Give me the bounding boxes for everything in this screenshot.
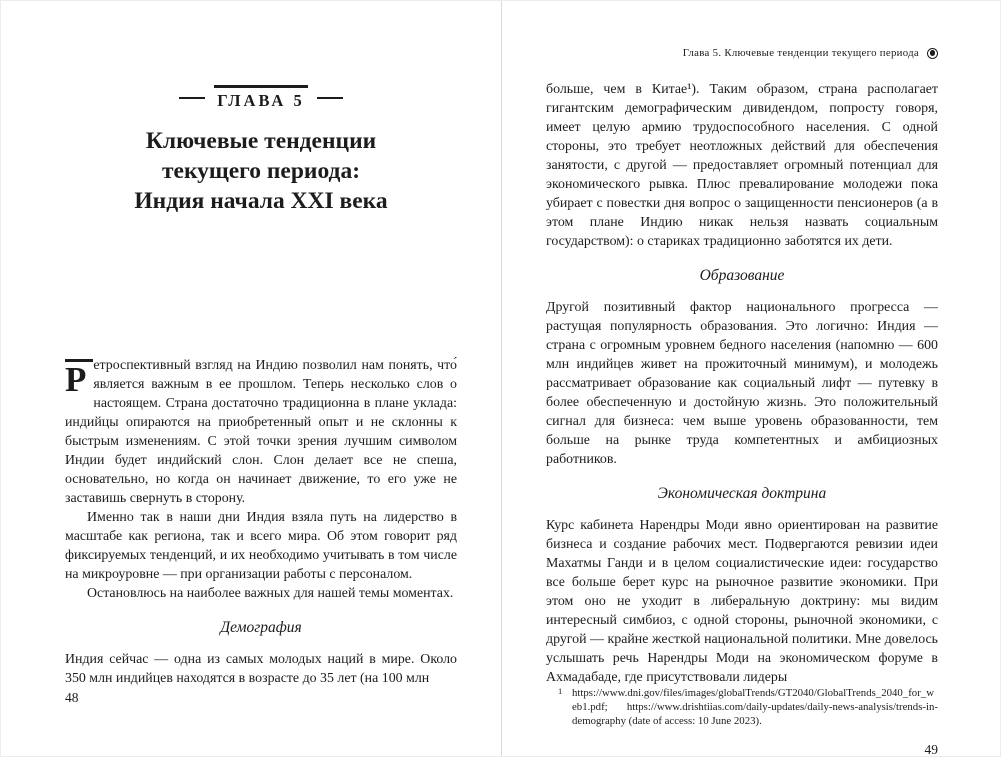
running-header <box>546 47 938 59</box>
footnote-marker: 1 <box>558 686 563 696</box>
right-page-body <box>546 80 938 687</box>
chapter-bullet-icon <box>927 48 938 59</box>
ornament-rule-right <box>317 97 343 99</box>
right-page <box>546 1 938 757</box>
left-page <box>65 1 457 757</box>
chapter-ornament <box>65 85 457 111</box>
opening-paragraph-text: етроспективный взгляд на Индию позволил нам понять, что́ является важным в ее прошлом. Теперь несколько слов о настоящем. Страна достаточно традиционна в плане уклада: индийцы опираются на приобретенный опыт и не склонны к быстрым изменениям. С этой точки зрения лучшим символом Индии будет индийский слон. Слон делает все не спеша, основательно, но когда он начинает движение, то его уже не заставишь свернуть в сторону. <box>65 358 457 506</box>
paragraph: Именно так в наши дни Индия взяла путь на лидерство в масштабе как региона, так и всего мира. Об этом говорит ряд фиксируемых тенденций, и их необходимо учитывать в том числе на микроуровне — при организации работы с персоналом. <box>65 510 457 582</box>
heading-demography: Демография <box>220 619 302 636</box>
chapter-title-line: текущего периода: <box>161 158 361 184</box>
page-number-right: 49 <box>924 742 938 757</box>
heading-economic-doctrine: Экономическая доктрина <box>657 485 827 502</box>
paragraph: больше, чем в Китае¹). Таким образом, страна располагает гигантским демографическим дивидендом, попросту говоря, имеет целую армию трудоспособного населения. С одной стороны, это требует неотложных действий для обеспечения занятости, с другой — предоставляет огромный потенциал для экономического рывка. Плюс превалирование молодежи пока убирает с повестки дня вопрос о защищенности пенсионеров (а в этом плане Индию никак нельзя назвать социальным государством): о стариках традиционно заботятся их дети. <box>546 82 938 249</box>
paragraph: Курс кабинета Нарендры Моди явно ориентирован на развитие бизнеса и создание рабочих мест. Подвергаются ревизии идеи Махатмы Ганди и в целом социалистические идеи: государство все больше берет курс на рыночное развитие экономики. При этом оно не уходит в либеральную доктрину: мы видим интересный симбиоз, с одной стороны, рыночной экономики, с другой — крайне жесткой национальной политики. Мне довелось услышать речь Нарендры Моди на экономическом форуме в Ахмадабаде, где присутствовали лидеры <box>546 518 938 685</box>
chapter-label: ГЛАВА 5 <box>214 85 307 111</box>
chapter-title-line: Индия начала XXI века <box>134 188 388 214</box>
drop-cap: Р <box>65 359 93 396</box>
paragraph: Другой позитивный фактор национального прогресса — растущая популярность образования. Это логично: Индия — страна с огромным уровнем бедного населения (напомню — 600 млн индийцев живет на прожиточный минимум), и молодежь рассматривает образование как социальный лифт — путевку в более обеспеченную и достойную жизнь. Это положительный сигнал для бизнеса: чем выше уровень образованности, тем больше на рынке труда компетентных и амбициозных работников. <box>546 300 938 467</box>
footnote-text: https://www.dni.gov/files/images/globalTrends/GT2040/GlobalTrends_2040_for_web1.pdf; https://www.drishtiias.com/daily-updates/daily-news-analysis/trends-in-demography (date of access: 10 June 2023). <box>572 687 938 727</box>
page-number-left: 48 <box>65 690 79 705</box>
chapter-title-line: Ключевые тенденции <box>145 128 377 154</box>
opening-paragraph <box>65 356 457 508</box>
heading-education: Образование <box>699 267 785 284</box>
ornament-rule-left <box>179 97 205 99</box>
chapter-title <box>65 126 457 216</box>
running-header-text: Глава 5. Ключевые тенденции текущего периода <box>682 47 919 59</box>
footnote <box>546 687 938 728</box>
page-gutter-divider <box>501 1 502 756</box>
paragraph: Остановлюсь на наиболее важных для нашей темы моментах. <box>87 586 454 601</box>
paragraph: Индия сейчас — одна из самых молодых наций в мире. Около 350 млн индийцев находятся в возрасте до 35 лет (на 100 млн <box>65 652 457 686</box>
